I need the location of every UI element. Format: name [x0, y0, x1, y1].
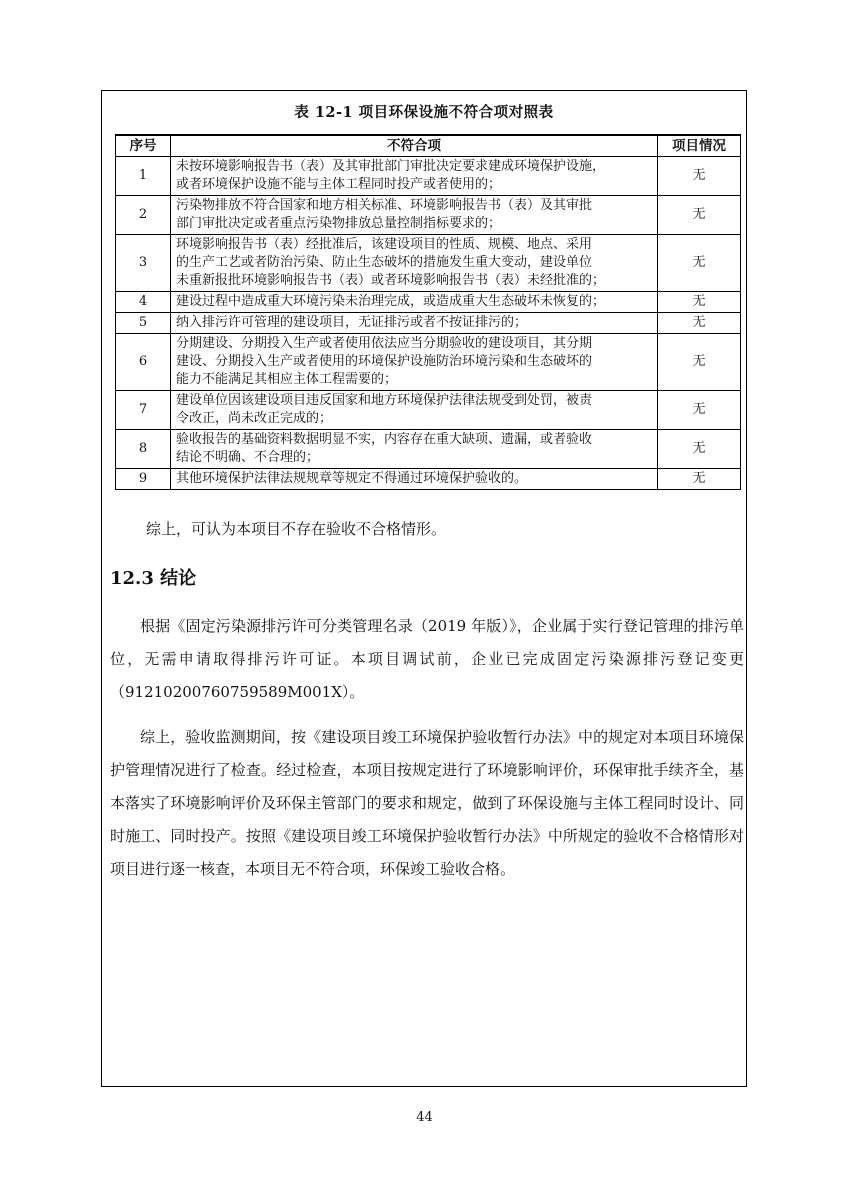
summary-text: 综上，可认为本项目不存在验收不合格情形。 [146, 520, 447, 538]
row-status: 无 [658, 235, 741, 292]
row-item [171, 391, 658, 430]
row-number: 3 [116, 235, 171, 292]
table-row [116, 313, 741, 334]
row-status: 无 [658, 313, 741, 334]
row-item-line: 部门审批决定或者重点污染物排放总量控制指标要求的； [176, 216, 502, 231]
row-status: 无 [658, 430, 741, 469]
row-item [171, 313, 658, 334]
section-heading: 12.3 结论 [110, 568, 197, 589]
row-status: 无 [658, 157, 741, 196]
row-number: 9 [116, 469, 171, 490]
table-row [116, 430, 741, 469]
row-item-line: 能力不能满足其相应主体工程需要的； [176, 372, 398, 387]
row-item-line: 建设、分期投入生产或者使用的环境保护设施防治环境污染和生态破坏的 [176, 354, 593, 369]
row-item [171, 157, 658, 196]
row-status: 无 [658, 196, 741, 235]
row-number: 8 [116, 430, 171, 469]
row-item-line: 或者环境保护设施不能与主体工程同时投产或者使用的； [176, 177, 502, 192]
row-status: 无 [658, 334, 741, 391]
row-number: 6 [116, 334, 171, 391]
table-row [116, 469, 741, 490]
table-title: 表 12-1 项目环保设施不符合项对照表 [294, 104, 554, 121]
row-item-line: 分期建设、分期投入生产或者使用依法应当分期验收的建设项目，其分期 [176, 336, 593, 351]
table-row [116, 196, 741, 235]
row-item-line: 其他环境保护法律法规规章等规定不得通过环境保护验收的。 [176, 471, 528, 486]
noncompliance-table [115, 134, 741, 490]
row-item-line: 环境影响报告书（表）经批准后，该建设项目的性质、规模、地点、采用 [176, 237, 593, 252]
header-item: 不符合项 [171, 135, 658, 157]
row-item-line: 验收报告的基础资料数据明显不实，内容存在重大缺项、遗漏，或者验收 [176, 432, 593, 447]
row-item-line: 未重新报批环境影响报告书（表）或者环境影响报告书（表）未经批准的； [176, 273, 606, 288]
row-status: 无 [658, 391, 741, 430]
row-number: 7 [116, 391, 171, 430]
table-body [116, 157, 741, 490]
table-row [116, 157, 741, 196]
conclusion-paragraph-2: 综上，验收监测期间，按《建设项目竣工环境保护验收暂行办法》中的规定对本项目环境保护管理情况进行了检查。经过检查，本项目按规定进行了环境影响评价，环保审批手续齐全，基本落实了环境影响评价及环保主管部门的要求和规定，做到了环保设施与主体工程同时设计、同时施工、同时投产。按照《建设项目竣工环境保护验收暂行办法》中所规定的验收不合格情形对项目进行逐一核查，本项目无不符合项，环保竣工验收合格。 [110, 728, 744, 878]
row-number: 2 [116, 196, 171, 235]
header-status: 项目情况 [658, 135, 741, 157]
table-row [116, 292, 741, 313]
header-no: 序号 [116, 135, 171, 157]
row-item-line: 结论不明确、不合理的； [176, 450, 320, 465]
page-frame [101, 90, 747, 1087]
table-row [116, 235, 741, 292]
row-item-line: 污染物排放不符合国家和地方相关标准、环境影响报告书（表）及其审批 [176, 198, 593, 213]
row-number: 1 [116, 157, 171, 196]
conclusion-paragraph-1: 根据《固定污染源排污许可分类管理名录（2019 年版）》，企业属于实行登记管理的排污单位，无需申请取得排污许可证。本项目调试前，企业已完成固定污染源排污登记变更（91210200760759589M001X）。 [110, 617, 744, 701]
table-row [116, 391, 741, 430]
row-item [171, 430, 658, 469]
table-row [116, 334, 741, 391]
row-status: 无 [658, 469, 741, 490]
row-item [171, 292, 658, 313]
row-item [171, 196, 658, 235]
row-item-line: 建设单位因该建设项目违反国家和地方环境保护法律法规受到处罚，被责 [176, 393, 593, 408]
table-header-row [116, 135, 741, 157]
row-item [171, 334, 658, 391]
page-number: 44 [416, 1110, 433, 1125]
row-item-line: 的生产工艺或者防治污染、防止生态破坏的措施发生重大变动，建设单位 [176, 255, 593, 270]
row-number: 5 [116, 313, 171, 334]
row-item-line: 建设过程中造成重大环境污染未治理完成，或造成重大生态破坏未恢复的； [176, 294, 606, 309]
row-item-line: 令改正，尚未改正完成的； [176, 411, 333, 426]
row-item-line: 纳入排污许可管理的建设项目，无证排污或者不按证排污的； [176, 315, 528, 330]
row-item [171, 235, 658, 292]
row-number: 4 [116, 292, 171, 313]
row-item-line: 未按环境影响报告书（表）及其审批部门审批决定要求建成环境保护设施， [176, 159, 606, 174]
row-status: 无 [658, 292, 741, 313]
row-item [171, 469, 658, 490]
